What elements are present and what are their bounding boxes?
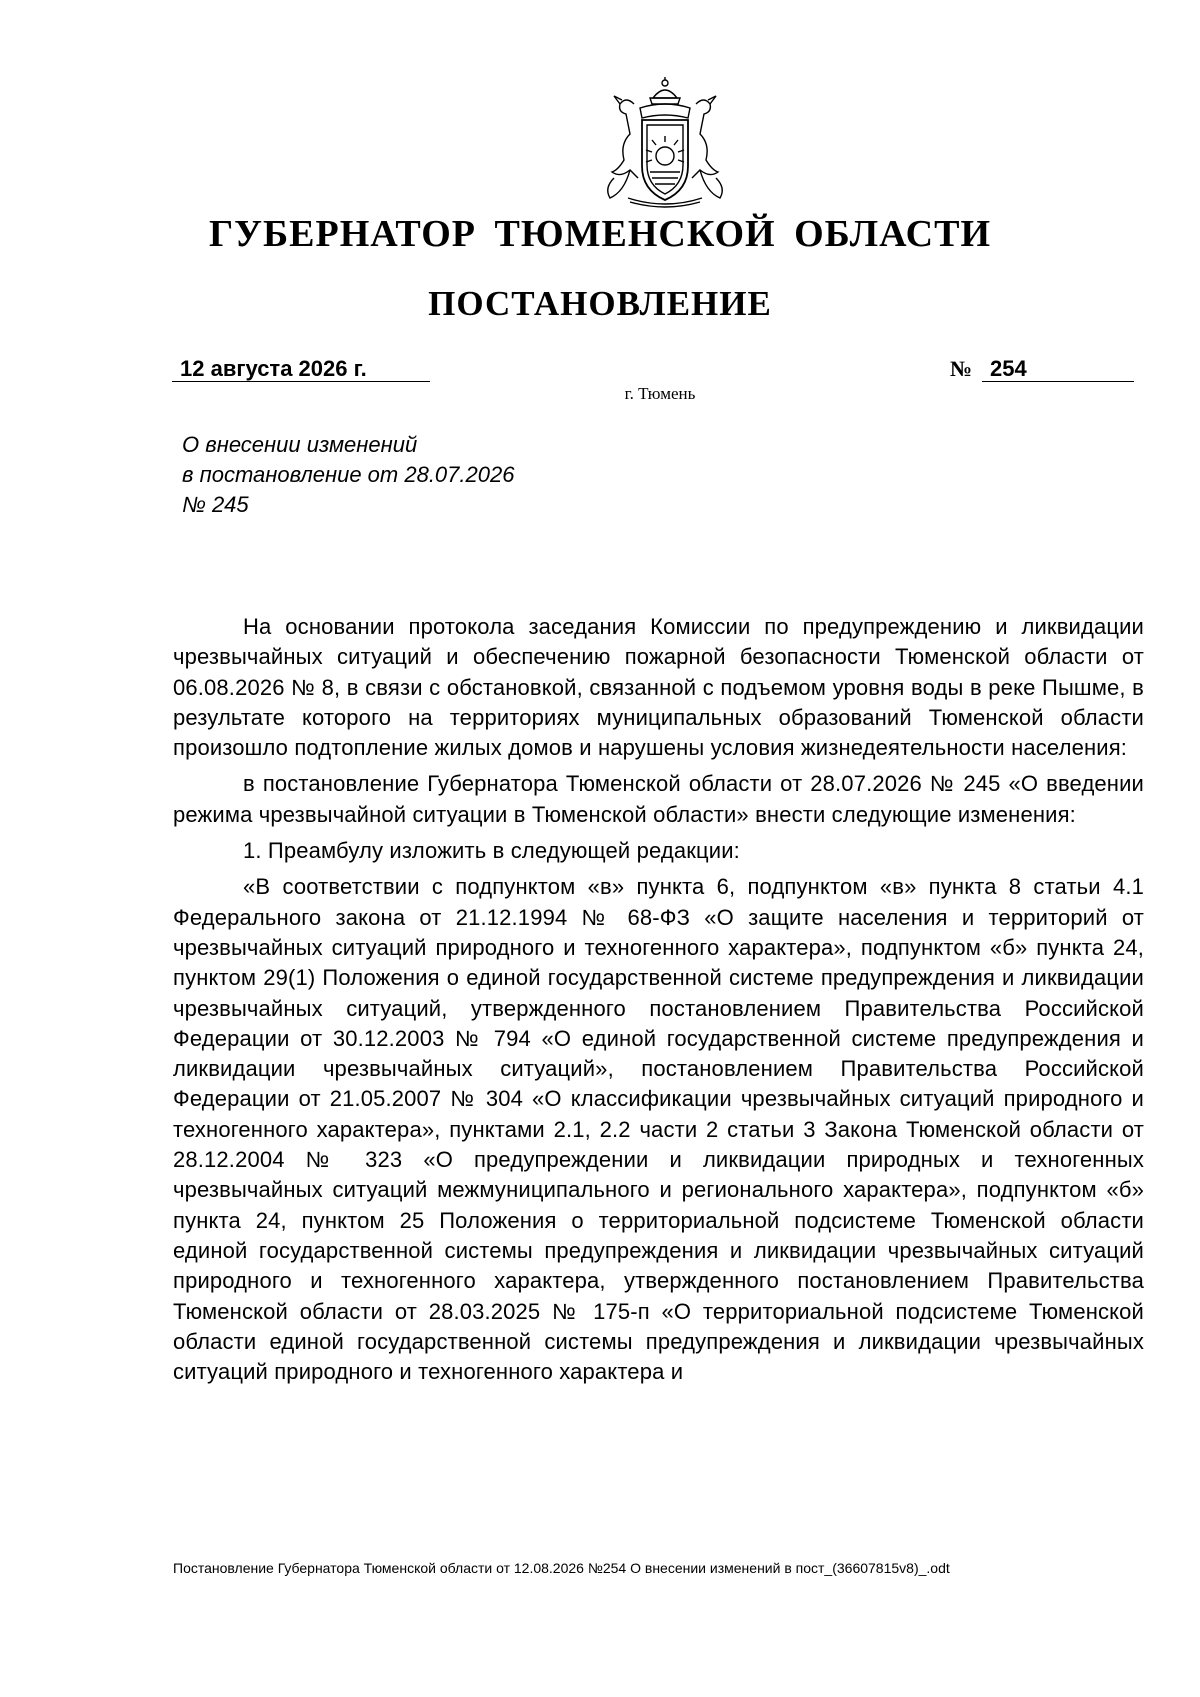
body-paragraph: На основании протокола заседания Комиссии по предупреждению и ликвидации чрезвычайных ситуаций и обеспечению пожарной безопасности Тюменской области от 06.08.2026 № 8, в связи с обстановкой, связанной с подъемом уровня воды в реке Пышме, в результате которого на территориях муниципальных образований Тюменской области произошло подтопление жилых домов и нарушены условия жизнедеятельности населения: bbox=[173, 614, 1144, 761]
number-sign: № bbox=[950, 356, 973, 381]
document-date: 12 августа 2026 г. bbox=[172, 356, 430, 382]
document-body bbox=[173, 612, 1144, 1393]
document-number: 254 bbox=[982, 356, 1134, 382]
subject-line: № 245 bbox=[182, 492, 249, 517]
coat-of-arms-emblem bbox=[590, 74, 740, 209]
body-paragraph: в постановление Губернатора Тюменской области от 28.07.2026 № 245 «О введении режима чрезвычайной ситуации в Тюменской области» внести следующие изменения: bbox=[173, 771, 1144, 827]
footer-file-reference: Постановление Губернатора Тюменской области от 12.08.2026 №254 О внесении изменений в пост_(36607815v8)_.odt bbox=[173, 1560, 950, 1576]
body-paragraph: 1. Преамбулу изложить в следующей редакции: bbox=[243, 838, 740, 864]
document-type: ПОСТАНОВЛЕНИЕ bbox=[428, 284, 772, 323]
subject-line: О внесении изменений bbox=[182, 432, 418, 457]
body-paragraph: «В соответствии с подпунктом «в» пункта 6, подпунктом «в» пункта 8 статьи 4.1 Федерального закона от 21.12.1994 № 68-ФЗ «О защите населения и территорий от чрезвычайных ситуаций природного и техногенного характера», подпунктом «б» пункта 24, пунктом 29(1) Положения о единой государственной системе предупреждения и ликвидации чрезвычайных ситуаций, утвержденного постановлением Правительства Российской Федерации от 30.12.2003 № 794 «О единой государственной системе предупреждения и ликвидации чрезвычайных ситуаций», постановлением Правительства Российской Федерации от 21.05.2007 № 304 «О классификации чрезвычайных ситуаций природного и техногенного характера», пунктами 2.1, 2.2 части 2 статьи 3 Закона Тюменской области от 28.12.2004 № 323 «О предупреждении и ликвидации природных и техногенных чрезвычайных ситуаций межмуниципального и регионального характера», подпунктом «б» пункта 24, пунктом 25 Положения о территориальной подсистеме Тюменской области единой государственной системы предупреждения и ликвидации чрезвычайных ситуаций природного и техногенного характера, утвержденного постановлением Правительства Тюменской области от 28.03.2025 № 175-п «О территориальной подсистеме Тюменской области единой государственной системы предупреждения и ликвидации чрезвычайных ситуаций природного и техногенного характера и bbox=[173, 874, 1144, 1385]
issuing-authority: ГУБЕРНАТОР ТЮМЕНСКОЙ ОБЛАСТИ bbox=[208, 213, 992, 255]
document-subject bbox=[182, 430, 702, 520]
city: г. Тюмень bbox=[624, 384, 696, 403]
subject-line: в постановление от 28.07.2026 bbox=[182, 462, 515, 487]
